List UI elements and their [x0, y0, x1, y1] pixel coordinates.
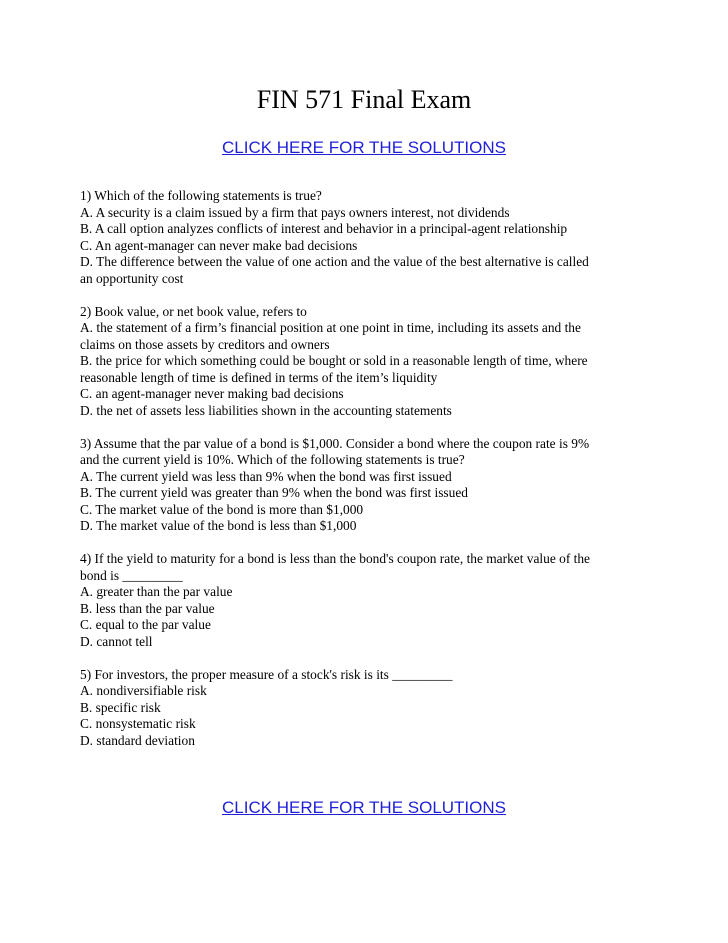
- question-3: [80, 436, 680, 535]
- question-2-option-c: C. an agent-manager never making bad decisions: [80, 386, 344, 401]
- question-1-option-b: B. A call option analyzes conflicts of interest and behavior in a principal-agent relationship: [80, 221, 568, 236]
- question-5-option-b: B. specific risk: [80, 699, 161, 715]
- question-1: [80, 188, 680, 287]
- question-2-option-d: D. the net of assets less liabilities shown in the accounting statements: [80, 402, 452, 418]
- question-1-option-d-cont: an opportunity cost: [80, 270, 184, 286]
- question-3-option-c: C. The market value of the bond is more than $1,000: [80, 501, 364, 517]
- question-4-option-b: B. less than the par value: [80, 600, 215, 616]
- question-2-option-b: B. the price for which something could be bought or sold in a reasonable length of time, where: [80, 353, 588, 368]
- solutions-link-top[interactable]: CLICK HERE FOR THE SOLUTIONS: [221, 138, 506, 157]
- question-2-prompt: 2) Book value, or net book value, refers to: [80, 303, 307, 319]
- question-4-option-a: A. greater than the par value: [80, 584, 233, 599]
- question-2-option-a: A. the statement of a firm’s financial position at one point in time, including its assets and the: [80, 320, 581, 335]
- question-1-option-c: C. An agent-manager can never make bad decisions: [80, 237, 358, 253]
- question-3-option-d: D. The market value of the bond is less than $1,000: [80, 518, 357, 533]
- question-1-option-d: D. The difference between the value of one action and the value of the best alternative is called: [80, 254, 589, 269]
- question-5-prompt: 5) For investors, the proper measure of a stock's risk is its _________: [80, 666, 453, 682]
- question-4-prompt: 4) If the yield to maturity for a bond is less than the bond's coupon rate, the market value of the: [80, 551, 591, 566]
- question-3-prompt: 3) Assume that the par value of a bond is $1,000. Consider a bond where the coupon rate is 9%: [80, 435, 590, 451]
- question-5-option-c: C. nonsystematic risk: [80, 716, 196, 731]
- page-title: FIN 571 Final Exam: [256, 85, 472, 114]
- question-2-option-b-cont: reasonable length of time is defined in terms of the item’s liquidity: [80, 369, 438, 385]
- question-5: [80, 667, 680, 750]
- question-2-option-a-cont: claims on those assets by creditors and owners: [80, 336, 330, 352]
- question-4-option-d: D. cannot tell: [80, 633, 153, 649]
- question-3-option-b: B. The current yield was greater than 9% when the bond was first issued: [80, 485, 468, 500]
- question-2: [80, 304, 680, 420]
- question-4: [80, 551, 680, 650]
- question-1-prompt: 1) Which of the following statements is true?: [80, 188, 322, 203]
- question-4-option-c: C. equal to the par value: [80, 617, 211, 632]
- question-5-option-a: A. nondiversifiable risk: [80, 683, 207, 698]
- question-3-prompt-cont: and the current yield is 10%. Which of the following statements is true?: [80, 452, 465, 467]
- question-1-option-a: A. A security is a claim issued by a firm that pays owners interest, not dividends: [80, 204, 510, 220]
- question-3-option-a: A. The current yield was less than 9% when the bond was first issued: [80, 468, 452, 484]
- question-4-prompt-cont: bond is _________: [80, 567, 183, 583]
- question-list: [80, 188, 680, 766]
- question-5-option-d: D. standard deviation: [80, 732, 195, 748]
- solutions-link-bottom[interactable]: CLICK HERE FOR THE SOLUTIONS: [221, 798, 506, 817]
